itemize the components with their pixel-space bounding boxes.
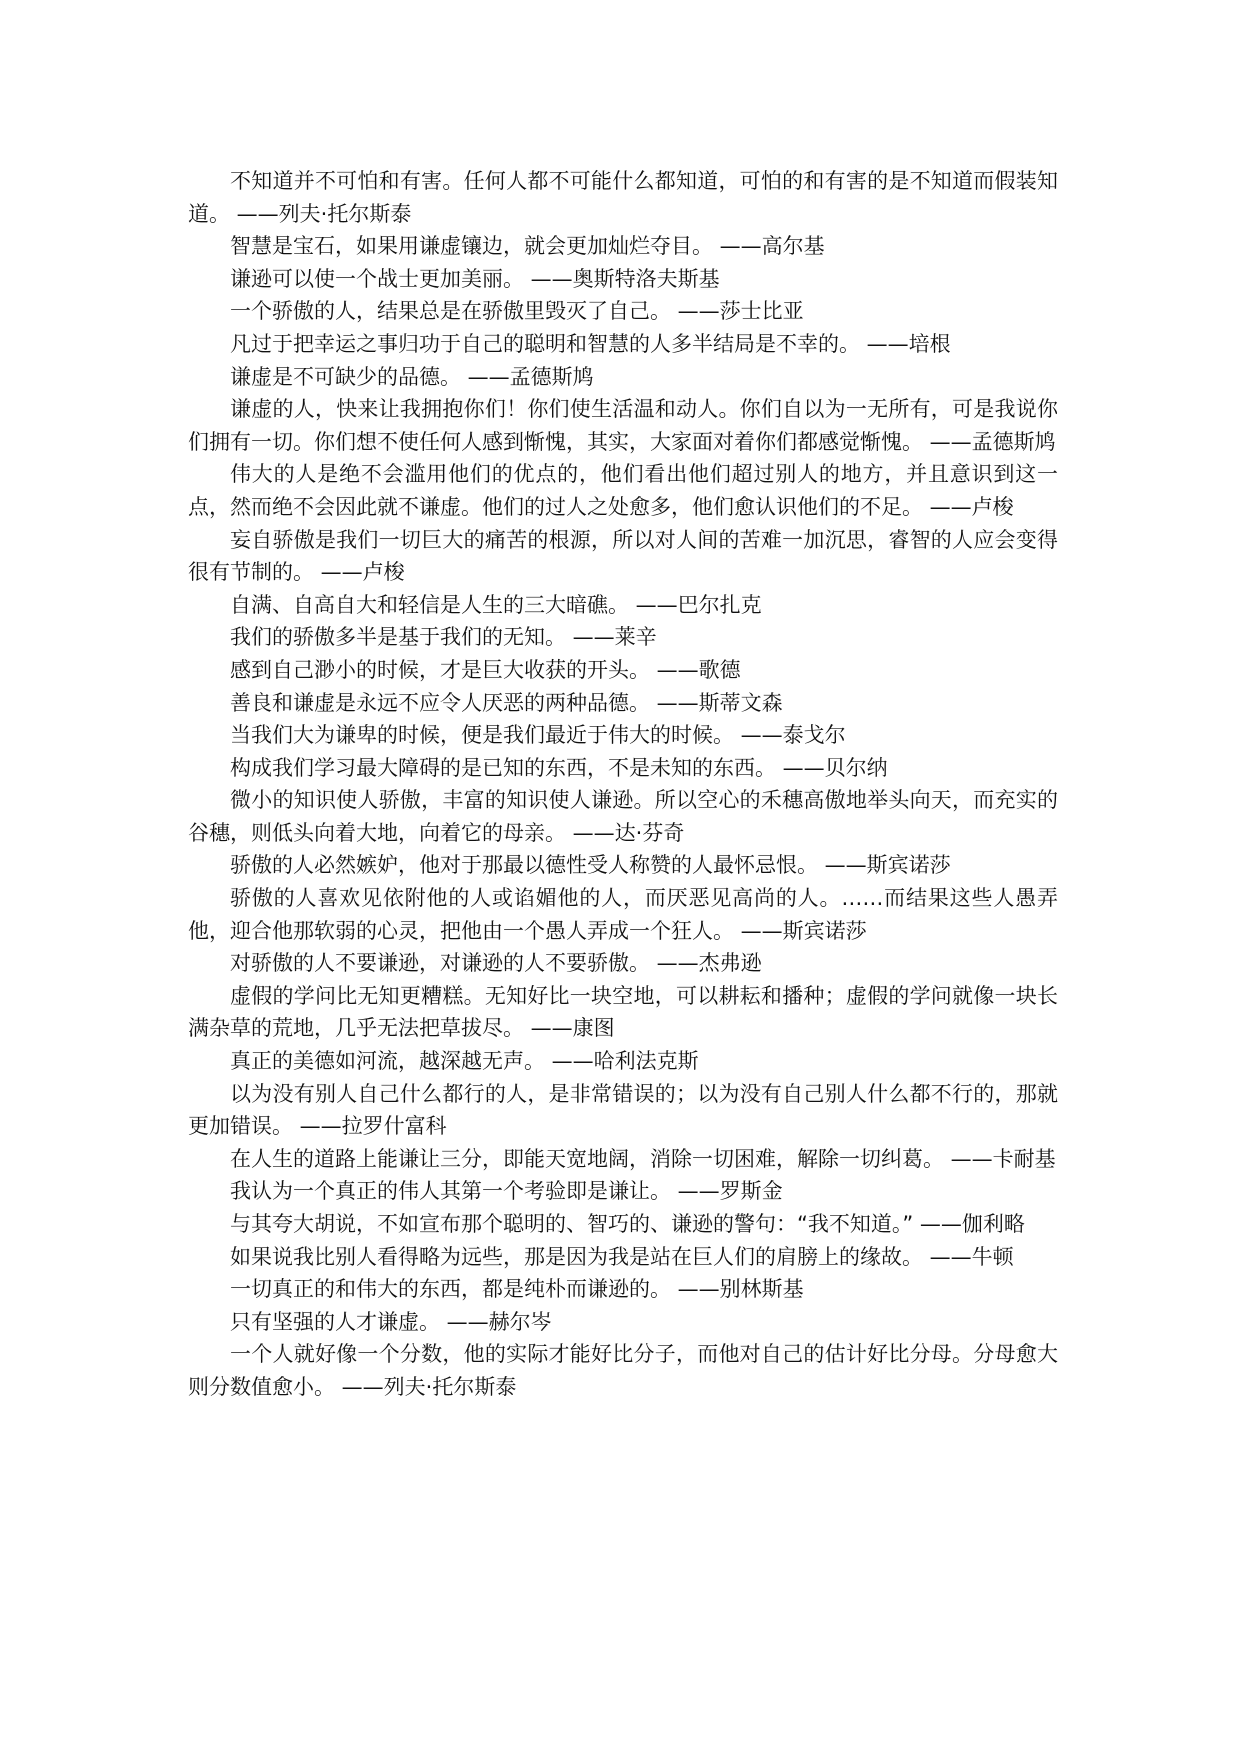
quote-paragraph: 与其夸大胡说，不如宣布那个聪明的、智巧的、谦逊的警句：“我不知道。” ——伽利略 [230, 1212, 1025, 1236]
quote-paragraph: 只有坚强的人才谦虚。 ——赫尔岑 [230, 1309, 552, 1334]
quote-paragraph: 一切真正的和伟大的东西，都是纯朴而谦逊的。 ——别林斯基 [230, 1277, 804, 1302]
quote-paragraph: 虚假的学问比无知更糟糕。无知好比一块空地，可以耕耘和播种；虚假的学问就像一块长满杂草的荒地，几乎无法把草拔尽。 ——康图 [188, 983, 1058, 1041]
quote-paragraph: 微小的知识使人骄傲，丰富的知识使人谦逊。所以空心的禾穗高傲地举头向天，而充实的谷穗，则低头向着大地，向着它的母亲。 ——达·芬奇 [188, 788, 1058, 845]
quote-paragraph: 凡过于把幸运之事归功于自己的聪明和智慧的人多半结局是不幸的。 ——培根 [230, 331, 951, 356]
quote-paragraph: 骄傲的人必然嫉妒，他对于那最以德性受人称赞的人最怀忌恨。 ——斯宾诺莎 [230, 853, 951, 878]
quote-paragraph: 在人生的道路上能谦让三分，即能天宽地阔，消除一切困难，解除一切纠葛。 ——卡耐基 [230, 1146, 1056, 1171]
quote-paragraph: 对骄傲的人不要谦逊，对谦逊的人不要骄傲。 ——杰弗逊 [230, 951, 762, 976]
quote-paragraph: 不知道并不可怕和有害。任何人都不可能什么都知道，可怕的和有害的是不知道而假装知道。 ——列夫·托尔斯泰 [188, 169, 1058, 226]
quote-paragraph: 当我们大为谦卑的时候，便是我们最近于伟大的时候。 ——泰戈尔 [230, 723, 846, 748]
quote-paragraph: 我们的骄傲多半是基于我们的无知。 ——莱辛 [230, 625, 657, 650]
quote-paragraph: 妄自骄傲是我们一切巨大的痛苦的根源，所以对人间的苦难一加沉思，睿智的人应会变得很有节制的。 ——卢梭 [188, 527, 1058, 585]
quote-paragraph: 如果说我比别人看得略为远些，那是因为我是站在巨人们的肩膀上的缘故。 ——牛顿 [230, 1244, 1014, 1269]
quote-paragraph: 我认为一个真正的伟人其第一个考验即是谦让。 ——罗斯金 [230, 1179, 783, 1204]
quote-paragraph: 善良和谦虚是永远不应令人厌恶的两种品德。 ——斯蒂文森 [230, 690, 783, 715]
quote-paragraph: 自满、自高自大和轻信是人生的三大暗礁。 ——巴尔扎克 [230, 592, 762, 617]
quote-paragraph: 构成我们学习最大障碍的是已知的东西，不是未知的东西。 ——贝尔纳 [230, 755, 888, 780]
quote-paragraph: 真正的美德如河流，越深越无声。 ——哈利法克斯 [230, 1049, 699, 1074]
quote-paragraph: 智慧是宝石，如果用谦虚镶边，就会更加灿烂夺目。 ——高尔基 [230, 234, 825, 259]
quote-paragraph: 谦虚的人，快来让我拥抱你们！你们使生活温和动人。你们自以为一无所有，可是我说你们拥有一切。你们想不使任何人感到惭愧，其实，大家面对着你们都感觉惭愧。 ——孟德斯鸠 [188, 397, 1058, 454]
quote-paragraph: 感到自己渺小的时候，才是巨大收获的开头。 ——歌德 [230, 657, 741, 682]
quote-paragraph: 一个人就好像一个分数，他的实际才能好比分子，而他对自己的估计好比分母。分母愈大则分数值愈小。 ——列夫·托尔斯泰 [188, 1342, 1058, 1399]
quote-paragraph: 一个骄傲的人，结果总是在骄傲里毁灭了自己。 ——莎士比亚 [230, 299, 804, 324]
quote-paragraph: 谦虚是不可缺少的品德。 ——孟德斯鸠 [230, 364, 594, 389]
quote-list [188, 165, 1058, 1404]
quote-paragraph: 骄傲的人喜欢见依附他的人或谄媚他的人，而厌恶见高尚的人。……而结果这些人愚弄他，迎合他那软弱的心灵，把他由一个愚人弄成一个狂人。 ——斯宾诺莎 [188, 886, 1058, 943]
quote-paragraph: 谦逊可以使一个战士更加美丽。 ——奥斯特洛夫斯基 [230, 266, 720, 291]
quote-paragraph: 以为没有别人自己什么都行的人，是非常错误的；以为没有自己别人什么都不行的，那就更加错误。 ——拉罗什富科 [188, 1081, 1058, 1139]
quote-paragraph: 伟大的人是绝不会滥用他们的优点的，他们看出他们超过别人的地方，并且意识到这一点，然而绝不会因此就不谦虚。他们的过人之处愈多，他们愈认识他们的不足。 ——卢梭 [188, 462, 1058, 519]
